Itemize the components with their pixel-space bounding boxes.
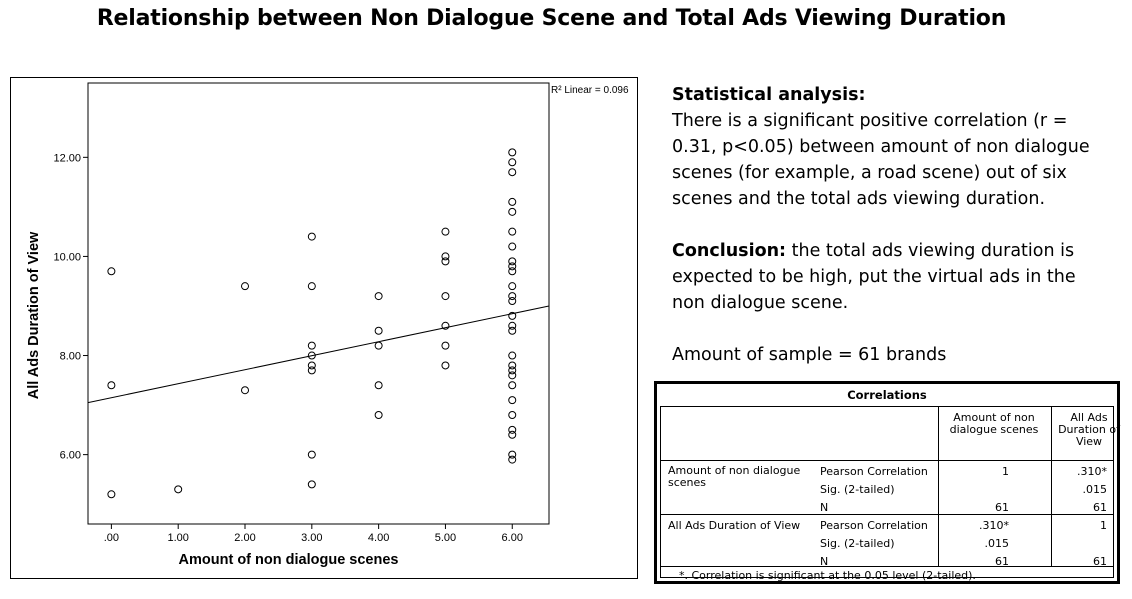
r1-n1: 61 <box>995 501 1009 514</box>
r2-c1-value: .310* <box>979 519 1009 532</box>
r1-n2: 61 <box>1093 501 1107 514</box>
r2-c2-value: 1 <box>1100 519 1107 532</box>
row-label-duration: All Ads Duration of View <box>668 519 801 532</box>
r1-c2-value: .310* <box>1077 465 1107 478</box>
r1-c1-value: 1 <box>1002 465 1009 478</box>
row1-pearson-label: Pearson Correlation <box>820 465 928 478</box>
row1-sig-label: Sig. (2-tailed) <box>820 483 895 496</box>
conclusion-paragraph <box>672 238 1112 316</box>
y-tick-label: 12.00 <box>53 152 81 165</box>
x-tick-label: 4.00 <box>367 532 390 544</box>
y-tick-label: 6.00 <box>59 449 81 462</box>
r2-c1-sig: .015 <box>984 537 1009 550</box>
x-tick-label: 2.00 <box>234 532 256 544</box>
x-tick-label: 1.00 <box>167 532 189 544</box>
correlations-grid <box>660 406 1120 582</box>
correlations-footnote: *. Correlation is significant at the 0.05 level (2-tailed). <box>679 569 976 582</box>
x-tick-label: 6.00 <box>501 532 523 544</box>
x-tick-label: .00 <box>103 532 120 544</box>
col-header-non-dialogue: Amount of non dialogue scenes <box>949 411 1039 436</box>
x-tick-label: 5.00 <box>434 532 457 544</box>
y-tick-label: 8.00 <box>59 350 81 363</box>
r2-n1: 61 <box>995 555 1009 568</box>
y-axis-label: All Ads Duration of View <box>26 231 42 400</box>
stats-body: There is a significant positive correlation (r = 0.31, p<0.05) between amount of non dialogue scenes (for example, a road scene) out of six scenes and the total ads viewing duration. <box>672 111 1090 209</box>
row-label-non-dialogue: Amount of non dialogue scenes <box>668 464 801 489</box>
correlations-title: Correlations <box>847 388 927 402</box>
r2-n2: 61 <box>1093 555 1107 568</box>
r1-c2-sig: .015 <box>1082 483 1107 496</box>
r-squared-annotation: R² Linear = 0.096 <box>551 85 629 96</box>
row2-sig-label: Sig. (2-tailed) <box>820 537 895 550</box>
x-axis-label: Amount of non dialogue scenes <box>178 552 399 568</box>
y-tick-label: 10.00 <box>53 251 81 264</box>
plot-area <box>88 83 549 524</box>
stats-heading: Statistical analysis: <box>672 85 866 105</box>
row1-n-label: N <box>820 501 829 514</box>
col-header-duration: All Ads Duration of View <box>1058 411 1120 448</box>
scatter-chart <box>11 78 637 578</box>
row2-n-label: N <box>820 555 829 568</box>
scatter-chart-frame <box>10 77 638 579</box>
conclusion-text: the total ads viewing duration is expected to be high, put the virtual ads in the non dialogue scene. <box>672 241 1076 313</box>
page-title: Relationship between Non Dialogue Scene and Total Ads Viewing Duration <box>96 6 1007 31</box>
statistical-analysis-panel <box>672 82 1112 368</box>
row2-pearson-label: Pearson Correlation <box>820 519 928 532</box>
sample-size: Amount of sample = 61 brands <box>672 345 947 365</box>
conclusion-label: Conclusion: <box>672 241 787 261</box>
correlations-table <box>654 381 1120 584</box>
x-tick-label: 3.00 <box>301 532 323 544</box>
